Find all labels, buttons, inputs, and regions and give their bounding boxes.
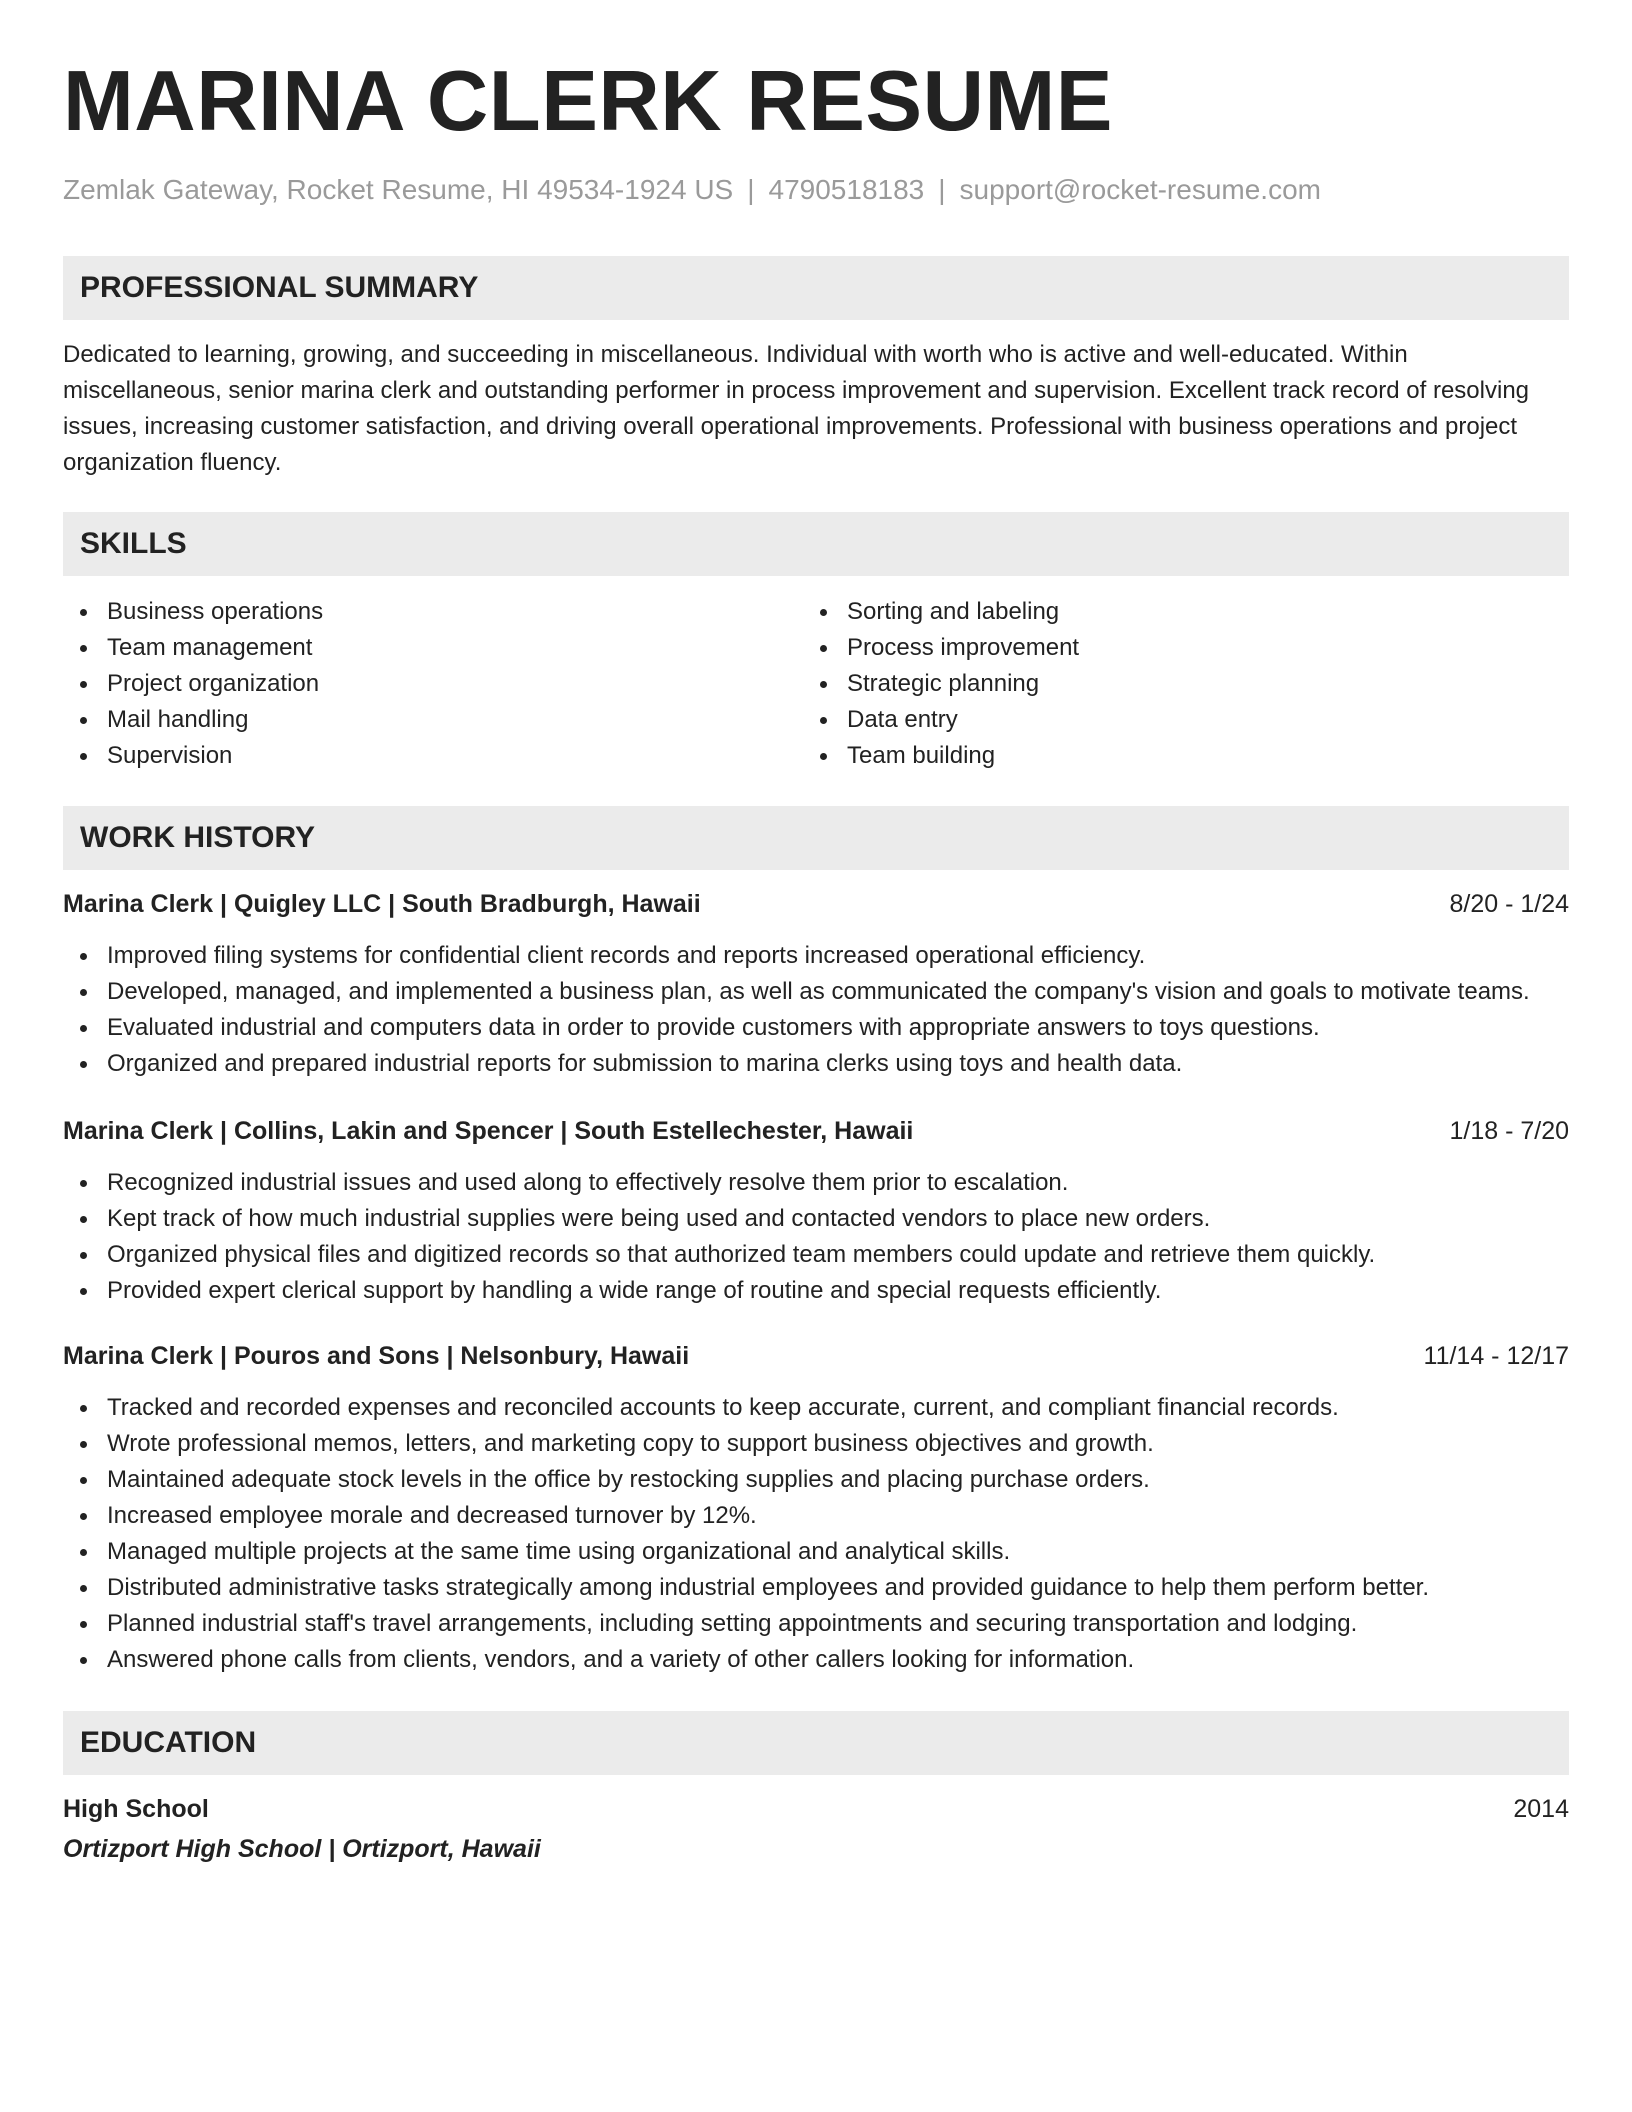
job-bullet: Developed, managed, and implemented a business plan, as well as communicated the company's vision and goals to motivate teams. (63, 974, 1569, 1010)
skill-item: Process improvement (803, 630, 1540, 666)
contact-phone: 4790518183 (768, 174, 925, 205)
job-entry (63, 1113, 1569, 1309)
contact-line (63, 172, 1569, 208)
summary-text: Dedicated to learning, growing, and succeeding in miscellaneous. Individual with worth who is active and well-educated. Within miscellaneous, senior marina clerk and outstanding performer in process improvement and supervision. Excellent track record of resolving issues, increasing customer satisfaction, and driving overall operational improvements. Professional with business operations and project organization fluency. (63, 341, 1530, 476)
job-bullet: Recognized industrial issues and used along to effectively resolve them prior to escalation. (63, 1165, 1569, 1201)
contact-separator: | (747, 174, 755, 205)
skill-item: Data entry (803, 702, 1540, 738)
job-dates: 1/18 - 7/20 (1449, 1117, 1569, 1145)
education-heading: EDUCATION (63, 1711, 1569, 1775)
skill-item: Team building (803, 738, 1540, 774)
job-bullet: Distributed administrative tasks strategically among industrial employees and provided guidance to help them perform better. (63, 1570, 1569, 1606)
job-title-row (63, 1113, 1569, 1149)
skills-right-column (803, 594, 1540, 774)
job-entry (63, 886, 1569, 1082)
job-title: Marina Clerk | Collins, Lakin and Spencer | South Estellechester, Hawaii (63, 1117, 914, 1145)
job-bullets (63, 938, 1569, 1082)
job-entry (63, 1338, 1569, 1678)
job-dates: 8/20 - 1/24 (1449, 890, 1569, 918)
job-bullet: Increased employee morale and decreased turnover by 12%. (63, 1498, 1569, 1534)
job-bullet: Wrote professional memos, letters, and marketing copy to support business objectives and growth. (63, 1426, 1569, 1462)
contact-address: Zemlak Gateway, Rocket Resume, HI 49534-1924 US (63, 174, 734, 205)
education-school: Ortizport High School | Ortizport, Hawaii (63, 1835, 541, 1863)
skill-item: Business operations (63, 594, 803, 630)
job-title-row (63, 886, 1569, 922)
job-bullet: Improved filing systems for confidential client records and reports increased operational efficiency. (63, 938, 1569, 974)
skill-item: Supervision (63, 738, 803, 774)
education-year: 2014 (1513, 1795, 1569, 1823)
job-bullet: Kept track of how much industrial supplies were being used and contacted vendors to place new orders. (63, 1201, 1569, 1237)
job-dates: 11/14 - 12/17 (1423, 1342, 1569, 1370)
skill-item: Mail handling (63, 702, 803, 738)
skills-heading: SKILLS (63, 512, 1569, 576)
job-bullet: Answered phone calls from clients, vendors, and a variety of other callers looking for information. (63, 1642, 1569, 1678)
job-title: Marina Clerk | Quigley LLC | South Bradburgh, Hawaii (63, 890, 701, 918)
resume-title: MARINA CLERK RESUME (63, 54, 1113, 149)
skills-left-column (63, 594, 803, 774)
contact-email: support@rocket-resume.com (959, 174, 1321, 205)
skill-item: Strategic planning (803, 666, 1540, 702)
job-bullet: Organized and prepared industrial reports for submission to marina clerks using toys and health data. (63, 1046, 1569, 1082)
skills-columns (63, 594, 1569, 774)
job-bullet: Tracked and recorded expenses and reconciled accounts to keep accurate, current, and compliant financial records. (63, 1390, 1569, 1426)
education-degree: High School (63, 1795, 209, 1823)
job-bullet: Managed multiple projects at the same time using organizational and analytical skills. (63, 1534, 1569, 1570)
skill-item: Team management (63, 630, 803, 666)
job-bullets (63, 1390, 1569, 1678)
job-bullet: Evaluated industrial and computers data in order to provide customers with appropriate answers to toys questions. (63, 1010, 1569, 1046)
job-bullet: Maintained adequate stock levels in the office by restocking supplies and placing purchase orders. (63, 1462, 1569, 1498)
job-title: Marina Clerk | Pouros and Sons | Nelsonbury, Hawaii (63, 1342, 690, 1370)
education-row (63, 1791, 1569, 1827)
job-bullets (63, 1165, 1569, 1309)
work-history-heading: WORK HISTORY (63, 806, 1569, 870)
contact-separator: | (938, 174, 946, 205)
skill-item: Project organization (63, 666, 803, 702)
summary-heading: PROFESSIONAL SUMMARY (63, 256, 1569, 320)
job-bullet: Organized physical files and digitized records so that authorized team members could update and retrieve them quickly. (63, 1237, 1569, 1273)
job-bullet: Planned industrial staff's travel arrangements, including setting appointments and securing transportation and lodging. (63, 1606, 1569, 1642)
job-title-row (63, 1338, 1569, 1374)
skill-item: Sorting and labeling (803, 594, 1540, 630)
job-bullet: Provided expert clerical support by handling a wide range of routine and special requests efficiently. (63, 1273, 1569, 1309)
